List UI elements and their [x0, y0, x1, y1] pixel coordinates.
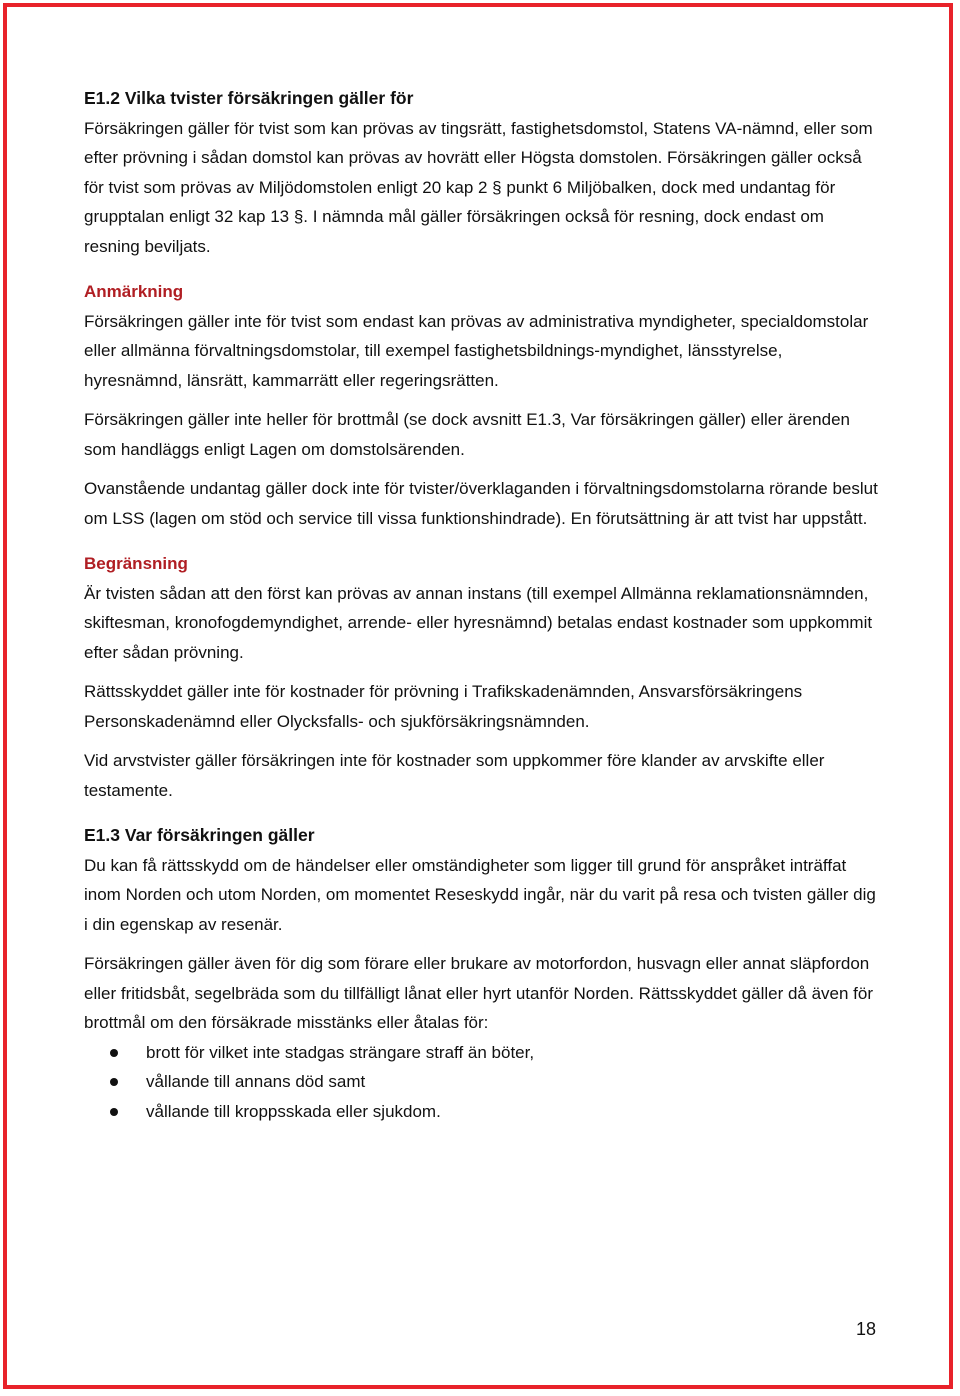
document-body — [84, 84, 884, 1126]
subheading-anmarkning: Anmärkning — [84, 282, 184, 301]
list-item-text: vållande till kroppsskada eller sjukdom. — [146, 1101, 441, 1121]
paragraph: Rättsskyddet gäller inte för kostnader för prövning i Trafikskadenämnden, Ansvarsförsäkringens Personskadenämnd eller Olycksfalls- och sjukförsäkringsnämnden. — [84, 682, 803, 731]
bullet-icon — [110, 1108, 118, 1116]
list-item — [84, 1067, 884, 1097]
page-number: 18 — [856, 1319, 877, 1339]
paragraph: Försäkringen gäller inte för tvist som endast kan prövas av administrativa myndigheter, specialdomstolar eller allmänna förvaltningsdomstolar, till exempel fastighetsbildnings-myndighet, länsstyrelse, hyresnämnd, länsrätt, kammarrätt eller regeringsrätten. — [84, 311, 869, 390]
list-item-text: vållande till annans död samt — [146, 1072, 366, 1091]
section-heading-e13: E1.3 Var försäkringen gäller — [84, 825, 315, 845]
list-item — [84, 1097, 884, 1127]
paragraph: Är tvisten sådan att den först kan prövas av annan instans (till exempel Allmänna reklamationsnämnden, skiftesman, kronofogdemyndighet, arrende- eller hyresnämnd) betalas endast kostnader som uppkommit efter sådan prövning. — [84, 583, 873, 662]
paragraph: Försäkringen gäller inte heller för brottmål (se dock avsnitt E1.3, Var försäkringen gäller) eller ärenden som handläggs enligt Lagen om domstolsärenden. — [84, 410, 850, 459]
paragraph: Vid arvstvister gäller försäkringen inte för kostnader som uppkommer före klander av arvskifte eller testamente. — [84, 751, 825, 800]
list-item-text: brott för vilket inte stadgas strängare straff än böter, — [146, 1042, 535, 1062]
list-item — [84, 1038, 884, 1068]
section-heading-e12: E1.2 Vilka tvister försäkringen gäller för — [84, 88, 414, 108]
paragraph: Försäkringen gäller även för dig som förare eller brukare av motorfordon, husvagn eller annat släpfordon eller fritidsbåt, segelbräda som du tillfälligt lånat eller hyrt utanför Norden. Rättsskyddet gäller då även för brottmål om den försäkrade misstänks eller åtalas för: — [84, 954, 874, 1032]
paragraph: Du kan få rättsskydd om de händelser eller omständigheter som ligger till grund för anspråket inträffat inom Norden och utom Norden, om momentet Reseskydd ingår, när du varit på resa och tvisten gäller dig i din egenskap av resenär. — [84, 855, 876, 934]
bullet-list — [84, 1038, 884, 1127]
paragraph: Försäkringen gäller för tvist som kan prövas av tingsrätt, fastighetsdomstol, Statens VA-nämnd, eller som efter prövning i sådan domstol kan prövas av hovrätt eller Högsta domstolen. Försäkringen gäller också för tvist som prövas av Miljödomstolen enligt 20 kap 2 § punkt 6 Miljöbalken, dock med undantag för grupptalan enligt 32 kap 13 §. I nämnda mål gäller försäkringen också för resning, dock endast om resning beviljats. — [84, 118, 873, 256]
bullet-icon — [110, 1078, 118, 1086]
paragraph: Ovanstående undantag gäller dock inte för tvister/överklaganden i förvaltningsdomstolarna rörande beslut om LSS (lagen om stöd och service till vissa funktionshindrade). En förutsättning är att tvist har uppstått. — [84, 479, 878, 528]
bullet-icon — [110, 1049, 118, 1057]
subheading-begransning: Begränsning — [84, 554, 188, 573]
